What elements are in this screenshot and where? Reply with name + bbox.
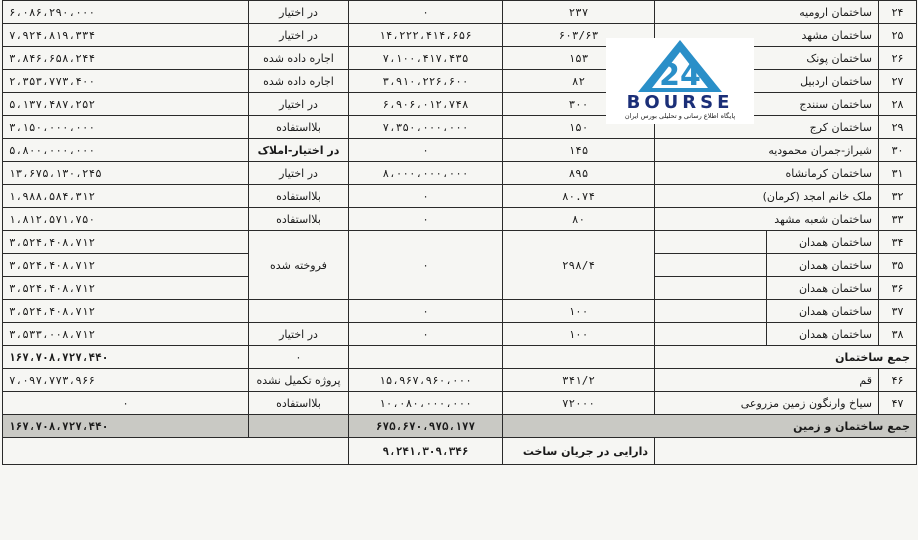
row-number-cell: ۲۵ [879,24,917,47]
property-name-cell: ساختمان کرج [655,116,879,139]
market-value-cell: ۱،۹۸۸،۵۸۴،۳۱۲ [3,185,249,208]
subtotal-book-value [349,346,503,369]
table-row [3,185,917,208]
construction-book-value: ۹،۲۴۱،۳۰۹،۳۴۶ [349,438,503,465]
row-number-cell: ۳۵ [879,254,917,277]
table-row [3,116,917,139]
area-cell: ۸۲ [503,70,655,93]
asset-table [2,0,917,465]
grand-total-value: ۱۶۷،۷۰۸،۷۲۷،۴۴۰ [3,415,249,438]
market-value-cell: ۳،۵۲۴،۴۰۸،۷۱۲ [3,277,249,300]
bourse-watermark-logo [606,38,754,124]
indent-cell [655,323,767,346]
subtotal-row [3,346,917,369]
row-number-cell: ۳۸ [879,323,917,346]
subtotal-area [503,346,655,369]
subtotal-status: ۰ [249,346,349,369]
svg-text:24: 24 [659,58,701,93]
market-value-cell: ۰ [3,392,249,415]
property-name-cell: ساختمان همدان [767,277,879,300]
area-cell: ۱۰۰ [503,323,655,346]
property-name-cell: ملک خانم امجد (کرمان) [655,185,879,208]
logo-wordmark: BOURSE [626,92,734,113]
book-value-cell: ۰ [349,300,503,323]
construction-label: دارایی در جریان ساخت [503,438,655,465]
status-cell: در اختیار-املاک [249,139,349,162]
bourse-24-mark-icon [636,38,724,94]
grand-total-status [249,415,349,438]
property-name-cell: ساختمان همدان [767,254,879,277]
indent-cell [655,254,767,277]
row-number-cell: ۲۶ [879,47,917,70]
table-row [3,162,917,185]
status-cell: در اختیار [249,1,349,24]
asset-table-body [3,1,917,465]
property-name-cell: ساختمان ارومیه [655,1,879,24]
market-value-cell: ۳،۸۴۶،۶۵۸،۲۴۴ [3,47,249,70]
property-name-cell: سیاخ وارنگون زمین مزروعی [655,392,879,415]
grand-total-row [3,415,917,438]
row-number-cell: ۳۴ [879,231,917,254]
subtotal-value: ۱۶۷،۷۰۸،۷۲۷،۴۴۰ [3,346,249,369]
status-cell: بلااستفاده [249,185,349,208]
market-value-cell: ۱۳،۶۷۵،۱۳۰،۲۴۵ [3,162,249,185]
row-number-cell: ۳۱ [879,162,917,185]
property-name-cell: ساختمان پونک [655,47,879,70]
row-number-cell: ۴۷ [879,392,917,415]
status-cell: اجاره داده شده [249,47,349,70]
row-number-cell: ۲۴ [879,1,917,24]
row-number-cell: ۳۳ [879,208,917,231]
market-value-cell: ۳،۵۲۴،۴۰۸،۷۱۲ [3,300,249,323]
table-row [3,24,917,47]
property-name-cell: ساختمان مشهد [655,24,879,47]
status-cell [249,300,349,323]
area-cell: ۱۵۳ [503,47,655,70]
area-cell: ۸۰.۷۴ [503,185,655,208]
area-cell: ۶۰۳/۶۳ [503,24,655,47]
book-value-cell: ۰ [349,323,503,346]
market-value-cell: ۱،۸۱۲،۵۷۱،۷۵۰ [3,208,249,231]
status-cell-merged: فروخته شده [249,231,349,300]
row-number-cell: ۳۰ [879,139,917,162]
area-cell: ۳۰۰ [503,93,655,116]
row-number-cell: ۳۶ [879,277,917,300]
book-value-cell: ۶،۹۰۶،۰۱۲،۷۴۸ [349,93,503,116]
status-cell: اجاره داده شده [249,70,349,93]
status-cell: بلااستفاده [249,208,349,231]
area-cell: ۱۰۰ [503,300,655,323]
status-cell: پروژه تکمیل نشده [249,369,349,392]
row-number-cell: ۳۷ [879,300,917,323]
book-value-cell: ۱۵،۹۶۷،۹۶۰،۰۰۰ [349,369,503,392]
table-row [3,47,917,70]
market-value-cell: ۳،۵۳۳،۰۰۸،۷۱۲ [3,323,249,346]
area-cell: ۱۵۰ [503,116,655,139]
property-name-cell: ساختمان شعبه مشهد [655,208,879,231]
market-value-cell: ۵،۱۳۷،۴۸۷،۲۵۲ [3,93,249,116]
property-name-cell: ساختمان کرمانشاه [655,162,879,185]
status-cell: در اختیار [249,323,349,346]
row-number-cell: ۲۷ [879,70,917,93]
indent-cell [655,231,767,254]
property-name-cell: ساختمان همدان [767,323,879,346]
status-cell: بلااستفاده [249,392,349,415]
market-value-cell: ۷،۰۹۷،۷۷۳،۹۶۶ [3,369,249,392]
table-row [3,139,917,162]
logo-tagline: پایگاه اطلاع رسانی و تحلیلی بورس ایران [624,112,736,120]
table-row [3,93,917,116]
grand-total-book-value: ۶۷۵،۶۷۰،۹۷۵،۱۷۷ [349,415,503,438]
status-cell: در اختیار [249,93,349,116]
market-value-cell: ۵،۸۰۰،۰۰۰،۰۰۰ [3,139,249,162]
market-value-cell: ۳،۵۲۴،۴۰۸،۷۱۲ [3,231,249,254]
property-name-cell: ساختمان همدان [767,300,879,323]
area-cell: ۸۰ [503,208,655,231]
market-value-cell: ۳،۵۲۴،۴۰۸،۷۱۲ [3,254,249,277]
market-value-cell: ۷،۹۲۴،۸۱۹،۳۳۴ [3,24,249,47]
table-row [3,70,917,93]
book-value-cell: ۰ [349,208,503,231]
table-row [3,369,917,392]
table-row [3,300,917,323]
area-cell: ۱۴۵ [503,139,655,162]
subtotal-label: جمع ساختمان [655,346,917,369]
book-value-cell: ۸،۰۰۰،۰۰۰،۰۰۰ [349,162,503,185]
table-row [3,323,917,346]
book-value-cell: ۰ [349,139,503,162]
market-value-cell: ۶،۰۸۶،۲۹۰،۰۰۰ [3,1,249,24]
construction-value [3,438,349,465]
area-cell: ۳۴۱/۲ [503,369,655,392]
empty-tail [655,438,917,465]
market-value-cell: ۳،۱۵۰،۰۰۰،۰۰۰ [3,116,249,139]
row-number-cell: ۴۶ [879,369,917,392]
indent-cell [655,300,767,323]
property-name-cell: قم [655,369,879,392]
table-row [3,392,917,415]
row-number-cell: ۲۸ [879,93,917,116]
property-name-cell: ساختمان همدان [767,231,879,254]
status-cell: بلااستفاده [249,116,349,139]
row-number-cell: ۲۹ [879,116,917,139]
area-cell-merged: ۲۹۸/۴ [503,231,655,300]
indent-cell [655,277,767,300]
book-value-cell: ۷،۱۰۰،۴۱۷،۴۳۵ [349,47,503,70]
book-value-cell: ۱۴،۲۲۲،۴۱۴،۶۵۶ [349,24,503,47]
area-cell: ۸۹۵ [503,162,655,185]
area-cell: ۲۳۷ [503,1,655,24]
book-value-cell: ۳،۹۱۰،۲۲۶،۶۰۰ [349,70,503,93]
grand-total-label: جمع ساختمان و زمین [503,415,917,438]
book-value-cell-merged: ۰ [349,231,503,300]
table-row [3,231,917,254]
property-name-cell: شیراز-جمران محمودیه [655,139,879,162]
table-row [3,1,917,24]
book-value-cell: ۰ [349,185,503,208]
book-value-cell: ۰ [349,1,503,24]
row-number-cell: ۳۲ [879,185,917,208]
property-name-cell: ساختمان سنندج [655,93,879,116]
construction-row [3,438,917,465]
property-name-cell: ساختمان اردبیل [655,70,879,93]
market-value-cell: ۲،۳۵۳،۷۷۳،۴۰۰ [3,70,249,93]
book-value-cell: ۷،۳۵۰،۰۰۰،۰۰۰ [349,116,503,139]
table-row [3,208,917,231]
status-cell: در اختیار [249,162,349,185]
book-value-cell: ۱۰،۰۸۰،۰۰۰،۰۰۰ [349,392,503,415]
area-cell: ۷۲۰۰۰ [503,392,655,415]
status-cell: در اختیار [249,24,349,47]
